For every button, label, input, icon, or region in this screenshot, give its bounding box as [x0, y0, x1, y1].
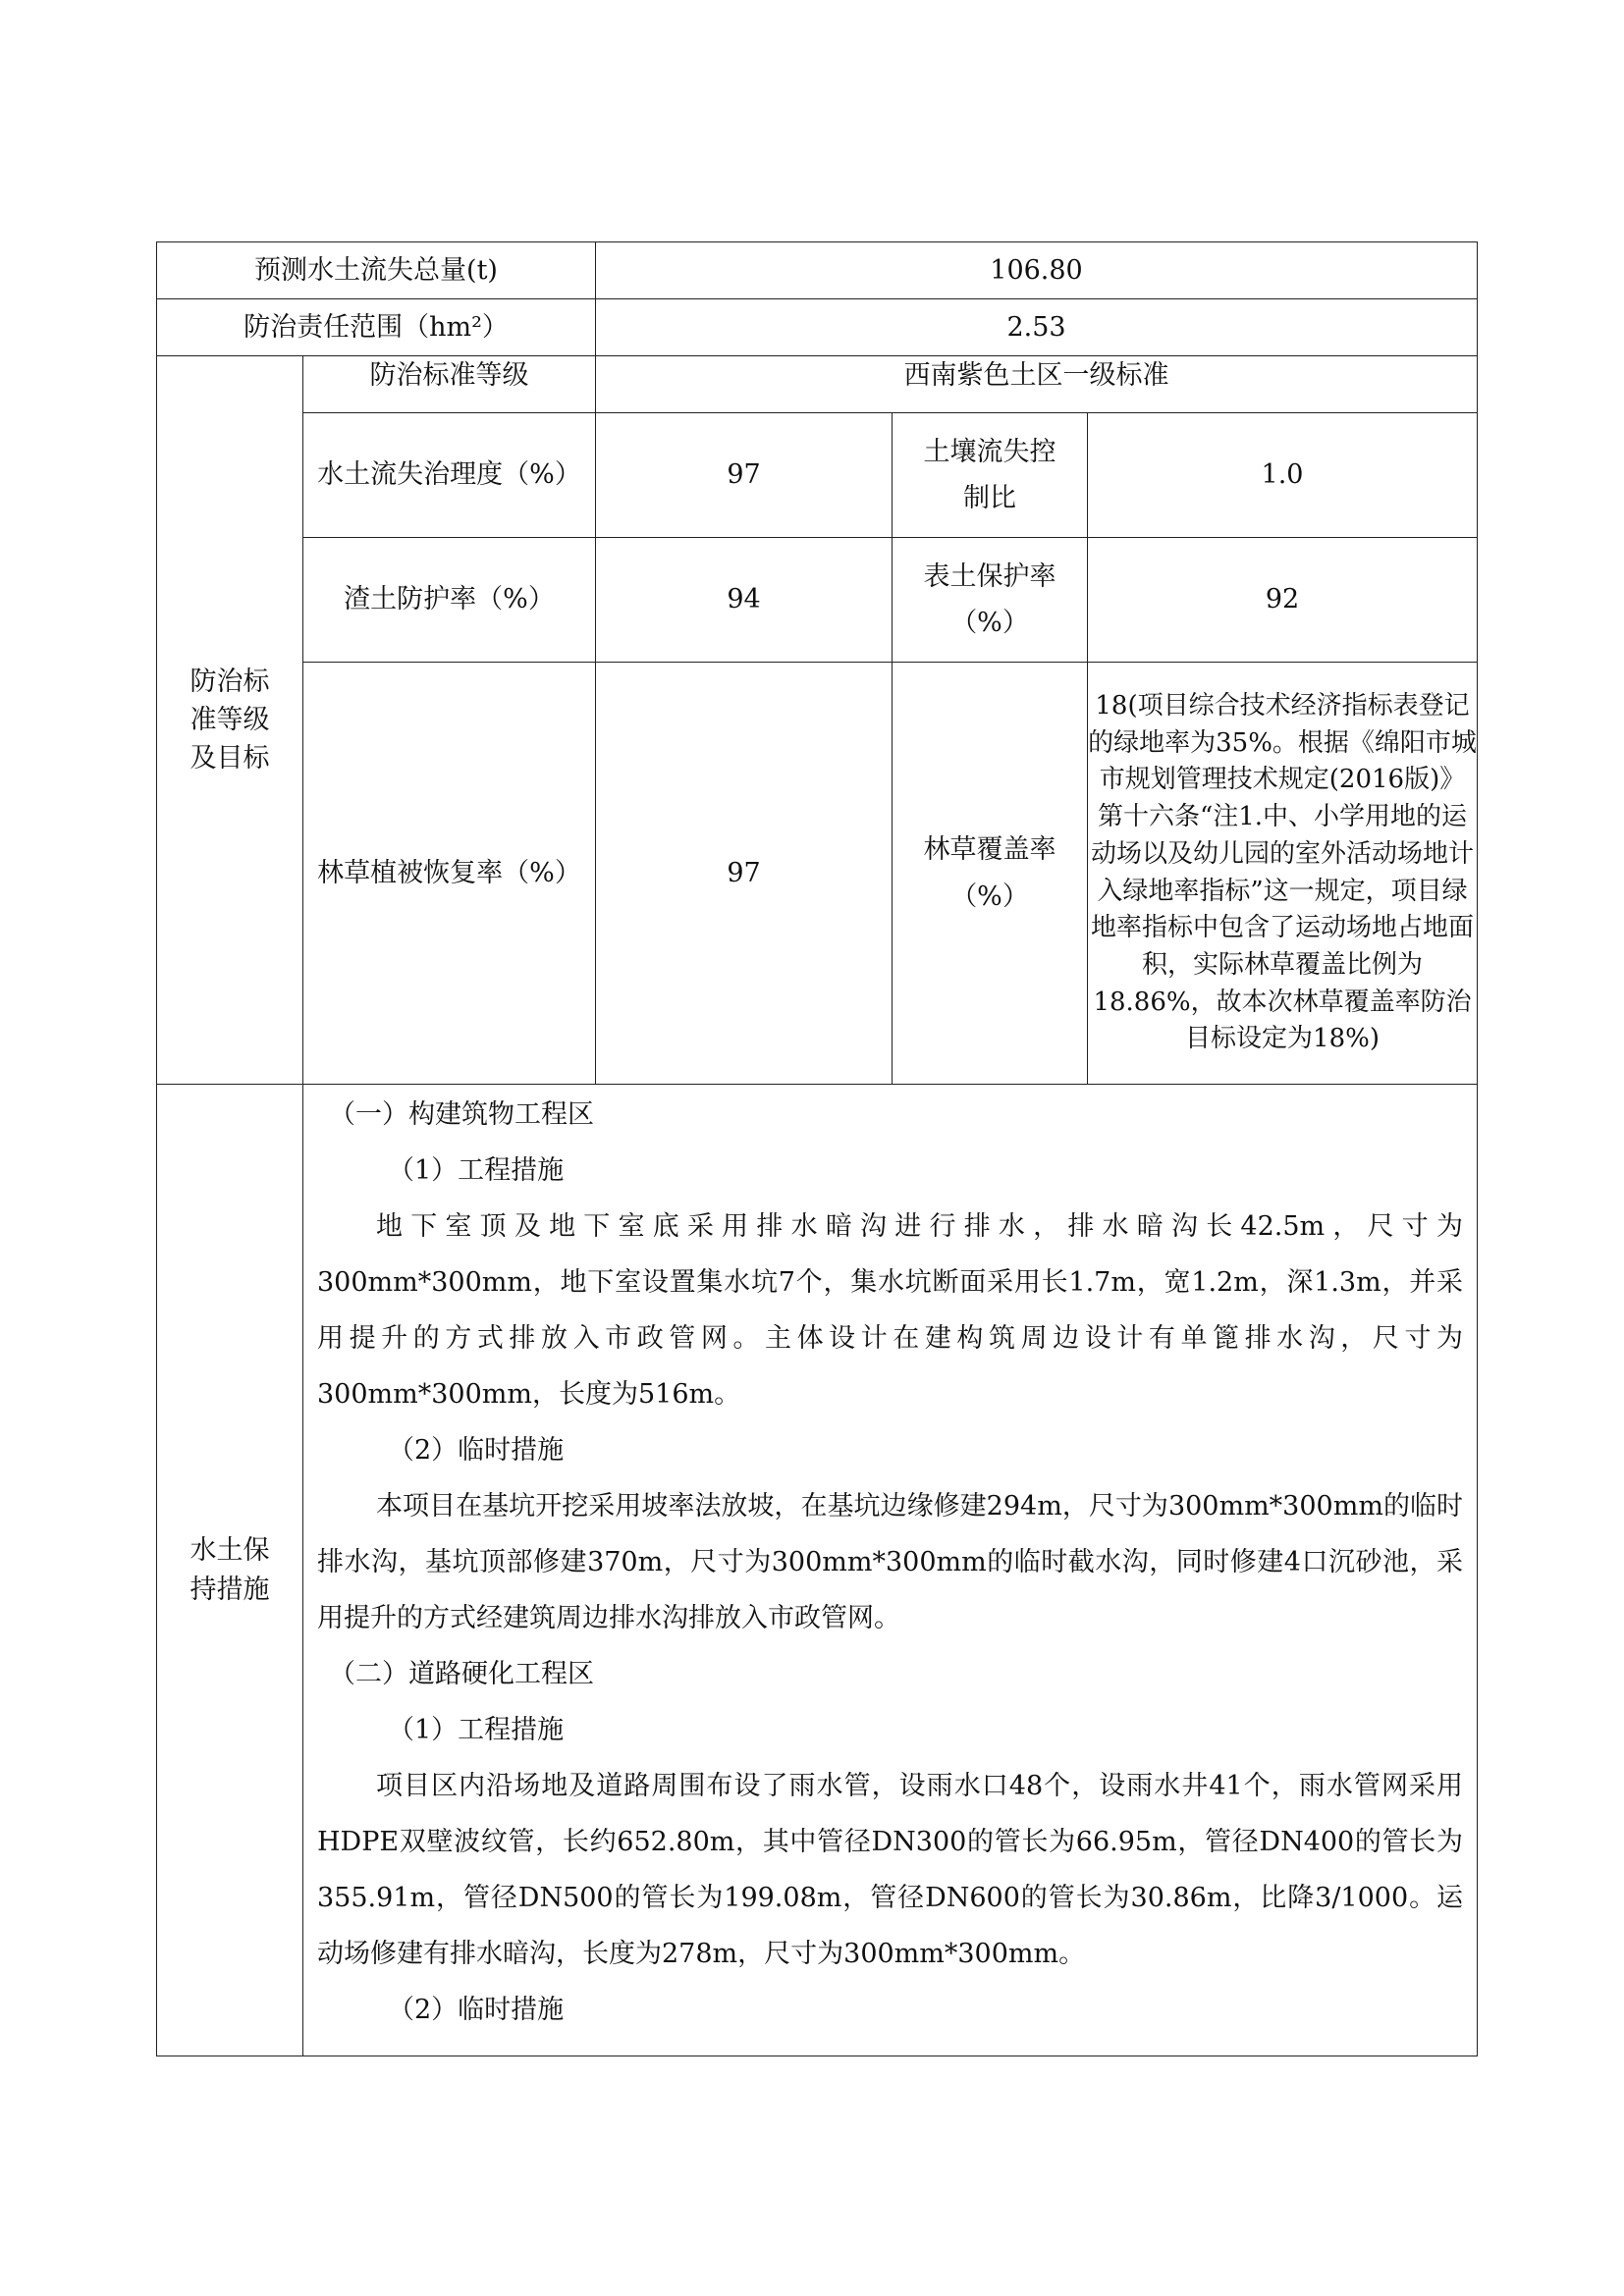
row-standard-level [157, 356, 1478, 413]
forest-coverage-note: 18(项目综合技术经济指标表登记的绿地率为35%。根据《绵阳市城市规划管理技术规定(2016版)》第十六条“注1.中、小学用地的运动场以及幼儿园的室外活动场地计入绿地率指标”这一规定，项目绿地率指标中包含了运动场地占地面积，实际林草覆盖比例为18.86%，故本次林草覆盖率防治目标设定为18%) [1088, 663, 1478, 1085]
spoil-protection-value: 94 [596, 538, 893, 663]
section2-eng-text: 项目区内沿场地及道路周围布设了雨水管，设雨水口48个，设雨水井41个，雨水管网采用HDPE双壁波纹管，长约652.80m，其中管径DN300的管长为66.95m，管径DN400的管长为355.91m，管径DN500的管长为199.08m，管径DN600的管长为30.86m，比降3/1000。运动场修建有排水暗沟，长度为278m，尺寸为300mm*300mm。 [317, 1771, 1464, 1969]
treatment-degree-value: 97 [596, 413, 893, 538]
predicted-loss-label: 预测水土流失总量(t) [157, 242, 596, 299]
responsibility-value: 2.53 [596, 299, 1478, 356]
treatment-degree-label: 水土流失治理度（%） [303, 413, 596, 538]
predicted-loss-value: 106.80 [596, 242, 1478, 299]
topsoil-protection-value: 92 [1088, 538, 1478, 663]
vegetation-recovery-label: 林草植被恢复率（%） [303, 663, 596, 1085]
row-vegetation [157, 663, 1478, 1085]
soil-conservation-table [156, 241, 1478, 2056]
row-treatment-degree [157, 413, 1478, 538]
row-measures [157, 1085, 1478, 2056]
section1-eng-title: （1）工程措施 [388, 1155, 565, 1186]
standard-level-label: 防治标准等级 [303, 356, 596, 413]
row-spoil-protection [157, 538, 1478, 663]
topsoil-protection-label: 表土保护率（%） [893, 538, 1088, 663]
responsibility-label: 防治责任范围（hm²） [157, 299, 596, 356]
row-responsibility [157, 299, 1478, 356]
row-predicted-loss [157, 242, 1478, 299]
section2-title: （二）道路硬化工程区 [329, 1659, 594, 1689]
section1-eng-text: 地下室顶及地下室底采用排水暗沟进行排水，排水暗沟长42.5m，尺寸为300mm*300mm，地下室设置集水坑7个，集水坑断面采用长1.7m，宽1.2m，深1.3m，并采用提升的方式排放入市政管网。主体设计在建构筑周边设计有单篦排水沟，尺寸为300mm*300mm，长度为516m。 [317, 1211, 1464, 1410]
section1-title: （一）构建筑物工程区 [329, 1099, 594, 1130]
section2-eng-title: （1）工程措施 [388, 1715, 565, 1745]
section1-temp-title: （2）临时措施 [388, 1435, 565, 1466]
soil-loss-ratio-value: 1.0 [1088, 413, 1478, 538]
section1-temp-text: 本项目在基坑开挖采用坡率法放坡，在基坑边缘修建294m，尺寸为300mm*300mm的临时排水沟，基坑顶部修建370m，尺寸为300mm*300mm的临时截水沟，同时修建4口沉砂池，采用提升的方式经建筑周边排水沟排放入市政管网。 [317, 1491, 1464, 1633]
vegetation-recovery-value: 97 [596, 663, 893, 1085]
soil-loss-ratio-label: 土壤流失控制比 [893, 413, 1088, 538]
standard-level-value: 西南紫色土区一级标准 [596, 356, 1478, 413]
targets-group-label: 防治标准等级及目标 [157, 356, 303, 1085]
section2-temp-title: （2）临时措施 [388, 1995, 565, 2025]
forest-coverage-label: 林草覆盖率（%） [893, 663, 1088, 1085]
measures-label: 水土保持措施 [157, 1085, 303, 2056]
spoil-protection-label: 渣土防护率（%） [303, 538, 596, 663]
measures-content [303, 1085, 1478, 2056]
